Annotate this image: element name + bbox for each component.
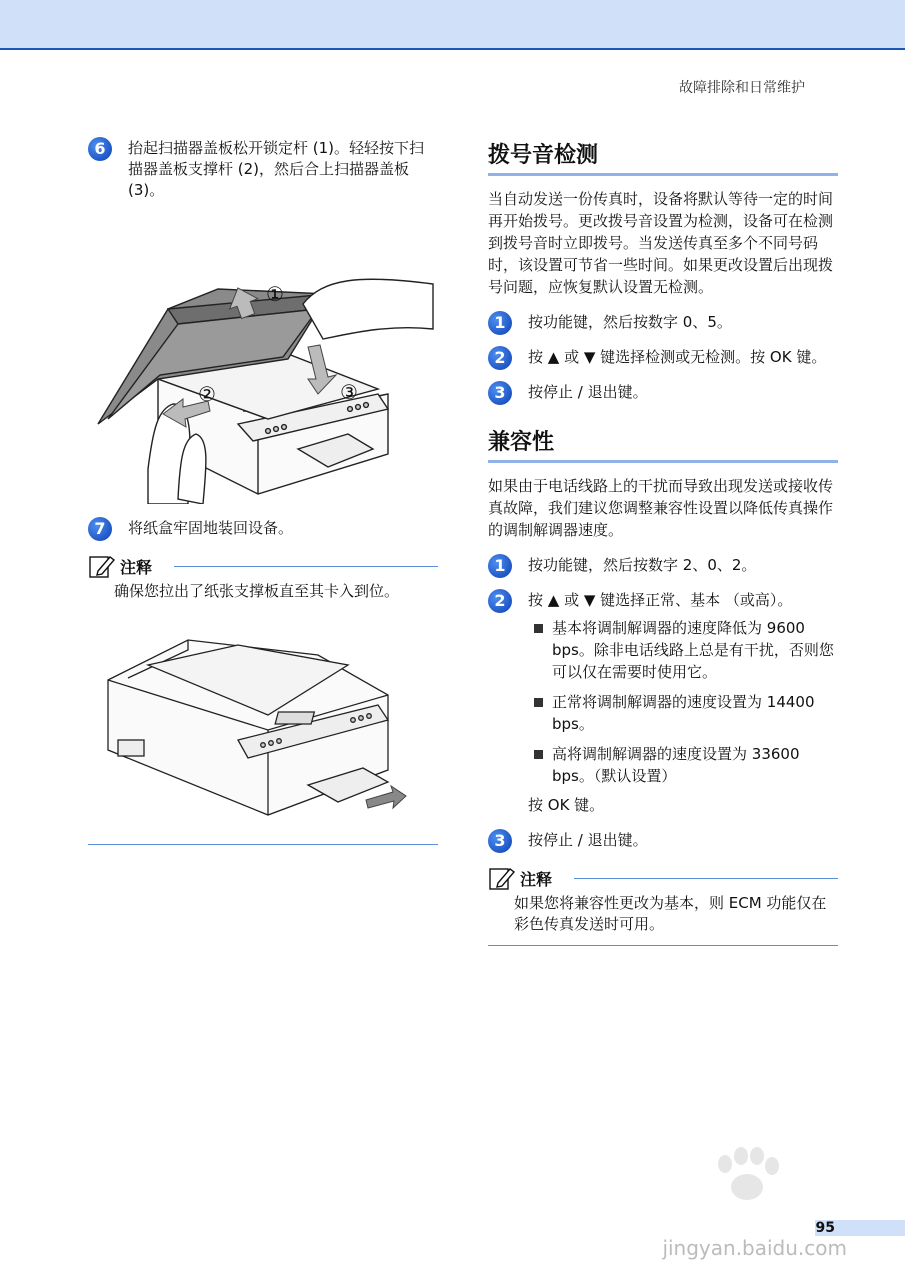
dial-step-3-text: 按停止 / 退出键。: [528, 383, 648, 401]
top-band: [0, 0, 905, 50]
note-box-left: [88, 553, 438, 602]
step-number-badge: 2: [488, 346, 512, 370]
compat-step-1-text: 按功能键，然后按数字 2、0、2。: [528, 556, 757, 574]
note-rule: [574, 878, 838, 879]
right-bottom-rule: [488, 945, 838, 946]
dial-step-2-text: 按 ▲ 或 ▼ 键选择检测或无检测。按 OK 键。: [528, 348, 827, 366]
step-6: [88, 138, 438, 201]
page-number: 95: [815, 1220, 835, 1236]
list-item: 正常将调制解调器的速度设置为 14400 bps。: [528, 691, 838, 735]
compat-step-3-text: 按停止 / 退出键。: [528, 831, 648, 849]
step-number-badge: 3: [488, 381, 512, 405]
right-column: [488, 138, 838, 946]
dial-step-1: [488, 312, 838, 333]
note-box-right: [488, 865, 838, 935]
step-7-text: 将纸盒牢固地装回设备。: [128, 519, 294, 537]
compat-step-1: [488, 555, 838, 576]
compat-step-3: [488, 830, 838, 851]
pencil-note-icon: [488, 865, 516, 891]
step-7: [88, 518, 438, 539]
step-number-badge: 7: [88, 517, 112, 541]
watermark-text: jingyan.baidu.com: [662, 1236, 847, 1260]
label-2: ②: [198, 382, 216, 406]
heading-compatibility: 兼容性: [488, 425, 838, 463]
step-number-badge: 6: [88, 137, 112, 161]
step-6-text: 抬起扫描器盖板松开锁定杆 (1)。轻轻按下扫描器盖板支撑杆 (2)，然后合上扫描器盖板 (3)。: [128, 139, 425, 199]
note-label: 注释: [520, 869, 553, 889]
compat-step-2: [488, 590, 838, 816]
heading-dial-tone: 拨号音检测: [488, 138, 838, 176]
dial-step-1-text: 按功能键，然后按数字 0、5。: [528, 313, 732, 331]
list-item: 基本将调制解调器的速度降低为 9600 bps。除非电话线路上总是有干扰，否则您可以仅在需要时使用它。: [528, 617, 838, 683]
left-column: [88, 138, 438, 845]
step-number-badge: 3: [488, 829, 512, 853]
label-1: ①: [266, 282, 284, 306]
step-number-badge: 1: [488, 311, 512, 335]
step-number-badge: 1: [488, 554, 512, 578]
pencil-note-icon: [88, 553, 116, 579]
speed-options-list: [528, 617, 838, 787]
compatibility-paragraph: 如果由于电话线路上的干扰而导致出现发送或接收传真故障，我们建议您调整兼容性设置以降低传真操作的调制解调器速度。: [488, 477, 834, 539]
dial-step-2: [488, 347, 838, 368]
printer-tray-illustration: [88, 620, 438, 830]
dial-step-3: [488, 382, 838, 403]
scanner-cover-illustration: [88, 209, 438, 504]
left-bottom-rule: [88, 844, 438, 845]
note-label: 注释: [120, 557, 153, 577]
step-number-badge: 2: [488, 589, 512, 613]
compat-step-2-text: 按 ▲ 或 ▼ 键选择正常、基本 （或高）。: [528, 591, 793, 609]
note-text: 如果您将兼容性更改为基本，则 ECM 功能仅在彩色传真发送时可用。: [514, 894, 827, 933]
label-3: ③: [340, 380, 358, 404]
note-text: 确保您拉出了纸张支撑板直至其卡入到位。: [114, 582, 400, 600]
press-ok-text: 按 OK 键。: [528, 796, 605, 814]
list-item: 高将调制解调器的速度设置为 33600 bps。（默认设置）: [528, 743, 838, 787]
running-head: 故障排除和日常维护: [679, 80, 805, 96]
note-rule: [174, 566, 438, 567]
dial-tone-paragraph: 当自动发送一份传真时，设备将默认等待一定的时间再开始拨号。更改拨号音设置为检测，设备可在检测到拨号音时立即拨号。当发送传真至多个不同号码时，该设置可节省一些时间。如果更改设置后出现拨号问题，应恢复默认设置无检测。: [488, 190, 834, 296]
